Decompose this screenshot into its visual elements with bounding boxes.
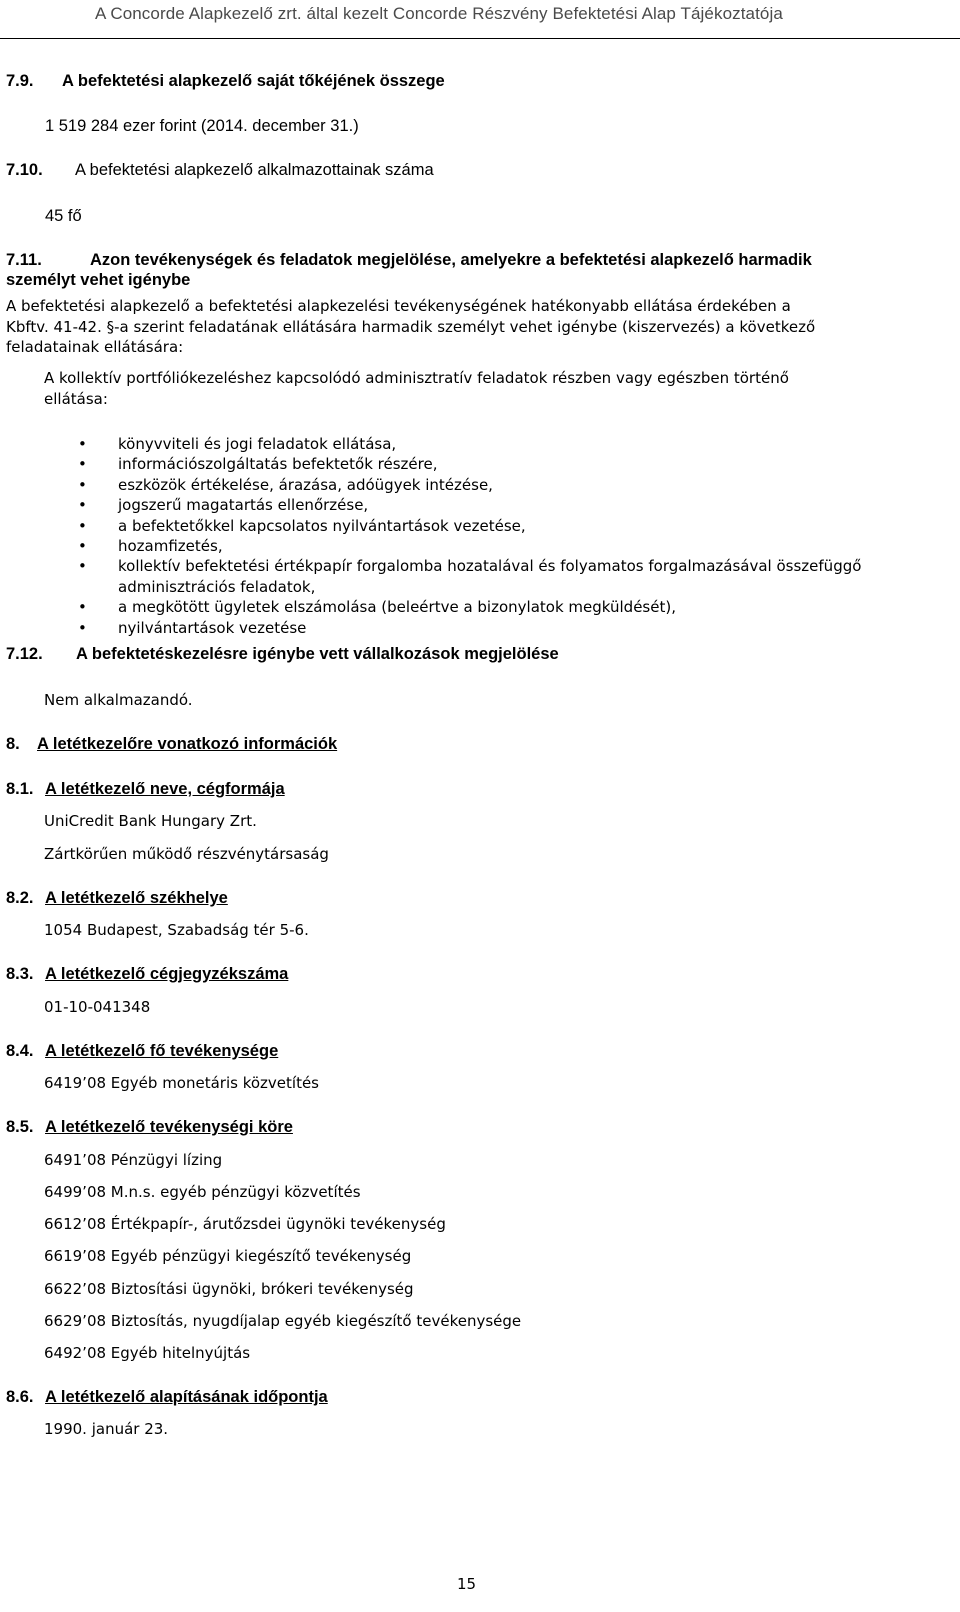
- activity-item: 6612’08 Értékpapír-, árutőzsdei ügynöki tevékenység: [44, 1215, 446, 1233]
- section-8-5-number: 8.5.: [6, 1118, 34, 1136]
- section-7-11-para2-line1: A kollektív portfóliókezeléshez kapcsolódó adminisztratív feladatok részben vagy egészben történő: [44, 369, 789, 387]
- section-8-1-value1: UniCredit Bank Hungary Zrt.: [44, 812, 257, 830]
- list-item: • a megkötött ügyletek elszámolása (beleértve a bizonylatok megküldését),: [78, 597, 958, 617]
- section-7-9-value: 1 519 284 ezer forint (2014. december 31.): [45, 117, 359, 135]
- section-8-3-title: A letétkezelő cégjegyzékszáma: [45, 965, 289, 983]
- section-8-4-title: A letétkezelő fő tevékenysége: [45, 1042, 279, 1060]
- activity-item: 6499’08 M.n.s. egyéb pénzügyi közvetítés: [44, 1183, 361, 1201]
- section-8-6-value: 1990. január 23.: [44, 1420, 169, 1438]
- outsourced-tasks-list: [78, 434, 958, 638]
- running-header: A Concorde Alapkezelő zrt. által kezelt Concorde Részvény Befektetési Alap Tájékoztatója: [95, 4, 783, 23]
- list-item: • információszolgáltatás befektetők részére,: [78, 454, 958, 474]
- section-7-11-para1-line3: feladatainak ellátására:: [6, 338, 184, 356]
- section-7-9-number: 7.9.: [6, 72, 34, 90]
- activity-item: 6622’08 Biztosítási ügynöki, brókeri tevékenység: [44, 1280, 414, 1298]
- section-7-11-title-line1: Azon tevékenységek és feladatok megjelölése, amelyekre a befektetési alapkezelő harmadik: [90, 251, 812, 269]
- section-7-11-para1-line1: A befektetési alapkezelő a befektetési alapkezelési tevékenységének hatékonyabb ellátása érdekében a: [6, 297, 791, 315]
- section-8-6-title: A letétkezelő alapításának időpontja: [45, 1388, 328, 1406]
- section-8-number: 8.: [6, 735, 20, 753]
- activity-item: 6619’08 Egyéb pénzügyi kiegészítő tevékenység: [44, 1247, 412, 1265]
- section-8-6-number: 8.6.: [6, 1388, 34, 1406]
- list-item: • nyilvántartások vezetése: [78, 618, 958, 638]
- section-8-4-value: 6419’08 Egyéb monetáris közvetítés: [44, 1074, 319, 1092]
- section-8-2-title: A letétkezelő székhelye: [45, 889, 228, 907]
- section-7-12-number: 7.12.: [6, 645, 43, 663]
- activity-item: 6492’08 Egyéb hitelnyújtás: [44, 1344, 251, 1362]
- list-item: • kollektív befektetési értékpapír forgalomba hozatalával és folyamatos forgalmazásával összefüggő adminisztrációs feladatok,: [78, 556, 958, 597]
- section-8-1-number: 8.1.: [6, 780, 34, 798]
- section-7-10-value: 45 fő: [45, 207, 82, 225]
- section-7-10-number: 7.10.: [6, 161, 43, 179]
- section-7-9-title: A befektetési alapkezelő saját tőkéjének összege: [62, 72, 445, 90]
- list-item: • jogszerű magatartás ellenőrzése,: [78, 495, 958, 515]
- activity-item: 6629’08 Biztosítás, nyugdíjalap egyéb kiegészítő tevékenysége: [44, 1312, 522, 1330]
- page-number: 15: [457, 1575, 477, 1593]
- list-item: • a befektetőkkel kapcsolatos nyilvántartások vezetése,: [78, 516, 958, 536]
- section-8-4-number: 8.4.: [6, 1042, 34, 1060]
- list-item: • eszközök értékelése, árazása, adóügyek intézése,: [78, 475, 958, 495]
- section-8-1-title: A letétkezelő neve, cégformája: [45, 780, 285, 798]
- section-7-11-para1-line2: Kbftv. 41-42. §-a szerint feladatának ellátására harmadik személyt vehet igénybe (kiszervezés) a következő: [6, 318, 816, 336]
- list-item: • hozamfizetés,: [78, 536, 958, 556]
- section-8-3-number: 8.3.: [6, 965, 34, 983]
- section-7-12-value: Nem alkalmazandó.: [44, 691, 193, 709]
- section-7-11-title-line2: személyt vehet igénybe: [6, 271, 191, 289]
- section-8-2-value: 1054 Budapest, Szabadság tér 5-6.: [44, 921, 309, 939]
- section-8-1-value2: Zártkörűen működő részvénytársaság: [44, 845, 329, 863]
- section-8-title: A letétkezelőre vonatkozó információk: [37, 735, 338, 753]
- section-7-12-title: A befektetéskezelésre igénybe vett vállalkozások megjelölése: [76, 645, 559, 663]
- section-7-11-number: 7.11.: [6, 251, 42, 269]
- section-7-10-title: A befektetési alapkezelő alkalmazottainak száma: [75, 161, 434, 179]
- section-7-11-para2-line2: ellátása:: [44, 390, 108, 408]
- header-divider: [0, 38, 960, 39]
- section-8-2-number: 8.2.: [6, 889, 34, 907]
- section-8-5-title: A letétkezelő tevékenységi köre: [45, 1118, 293, 1136]
- section-8-3-value: 01-10-041348: [44, 998, 151, 1016]
- list-item: • könyvviteli és jogi feladatok ellátása,: [78, 434, 958, 454]
- activity-item: 6491’08 Pénzügyi lízing: [44, 1151, 223, 1169]
